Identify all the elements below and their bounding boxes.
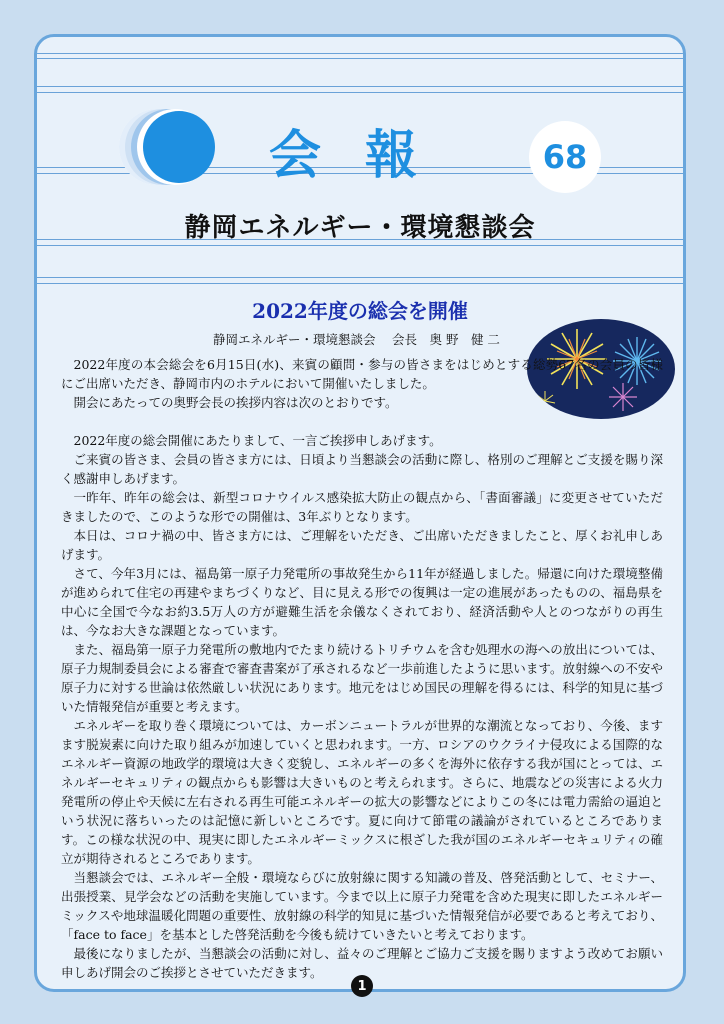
issue-number-badge (529, 121, 601, 193)
circle-logo-icon (105, 101, 215, 193)
speech-paragraph: 一昨年、昨年の総会は、新型コロナウイルス感染拡大防止の観点から、「書面審議」に変更させていただきましたので、このような形での開催は、3年ぶりとなります。 (61, 490, 663, 524)
speech-paragraph: 当懇談会では、エネルギー全般・環境ならびに放射線に関する知識の普及、啓発活動として、セミナー、出張授業、見学会などの活動を実施しています。今まで以上に原子力発電を含めた現実に即したエネルギーミックスや地球温暖化問題の重要性、放射線の科学的知見に基づいた情報発信が必要であると考えており、「face to face」を基本とした啓発活動を今後も続けていきたいと考えております。 (61, 870, 663, 942)
author-line: 静岡エネルギー・環境懇談会 会長 奥 野 健 二 (213, 332, 500, 347)
article-body (61, 355, 663, 982)
intro-paragraph: 開会にあたっての奥野会長の挨拶内容は次のとおりです。 (73, 395, 398, 410)
intro-paragraph: 2022年度の本会総会を6月15日(水)、来賓の顧問・参与の皆さまをはじめとする総勢67名の会員の皆様にご出席いただき、静岡市内のホテルにおいて開催いたしました。 (61, 357, 663, 391)
header-rule (37, 245, 683, 246)
page-number: 1 (351, 975, 373, 997)
header-rule (37, 86, 683, 87)
header-rule (37, 58, 683, 59)
header-rule (37, 277, 683, 278)
speech-paragraph: ご来賓の皆さま、会員の皆さま方には、日頃より当懇談会の活動に際し、格別のご理解とご支援を賜り深く感謝申しあげます。 (61, 452, 663, 486)
speech-paragraph: 最後になりましたが、当懇談会の活動に対し、益々のご理解とご協力ご支援を賜りますよう改めてお願い申しあげ開会のご挨拶とさせていただきます。 (61, 946, 663, 980)
header-rule (37, 283, 683, 284)
speech-paragraph: さて、今年3月には、福島第一原子力発電所の事故発生から11年が経過しました。帰還に向けた環境整備が進められて住宅の再建やまちづくりなど、目に見える形での復興は一定の進展があったものの、福島県を中心に全国で今なお約3.5万人の方が避難生活を余儀なくされており、経済活動や人とのつながりの再生は、今なお大きな課題となっています。 (61, 566, 663, 638)
article-title: 2022年度の総会を開催 (252, 299, 468, 323)
speech-paragraph: また、福島第一原子力発電所の敷地内でたまり続けるトリチウムを含む処理水の海への放出については、原子力規制委員会による審査で審査書案が了承されるなど一歩前進したように思います。放射線への不安や原子力に対する世論は依然厳しい状況にあります。地元をはじめ国民の理解を得るには、科学的知見に基づいた情報発信が重要と考えます。 (61, 642, 663, 714)
speech-paragraph: 2022年度の総会開催にあたりまして、一言ご挨拶申しあげます。 (73, 433, 442, 448)
header-rule (37, 53, 683, 54)
header-rule (37, 92, 683, 93)
speech-paragraph: エネルギーを取り巻く環境については、カーボンニュートラルが世界的な潮流となっており、今後、ますます脱炭素に向けた取り組みが加速していくと思われます。一方、ロシアのウクライナ侵攻による国際的なエネルギー資源の地政学的環境は大きく変貌し、エネルギーの多くを海外に依存する我が国にとっては、エネルギーセキュリティの観点からも影響は大きいものと考えられます。さらに、地震などの災害による火力発電所の停止や天候に左右される再生可能エネルギーの拡大の影響などによりこの冬には電力需給の逼迫という状況に落ちいったのは記憶に新しいところです。夏に向けて節電の議論がされているところであります。この様な状況の中、現実に即したエネルギーミックスに根ざした我が国のエネルギーセキュリティの確立が期待されるところであります。 (61, 718, 663, 866)
speech-paragraph: 本日は、コロナ禍の中、皆さま方には、ご理解をいただき、ご出席いただきましたこと、厚くお礼申しあげます。 (61, 528, 663, 562)
organization-name: 静岡エネルギー・環境懇談会 (184, 213, 536, 243)
paragraph-spacer (61, 412, 663, 431)
newsletter-title: 会報 (269, 126, 462, 186)
newsletter-page (34, 34, 686, 992)
issue-number: 68 (542, 138, 588, 176)
